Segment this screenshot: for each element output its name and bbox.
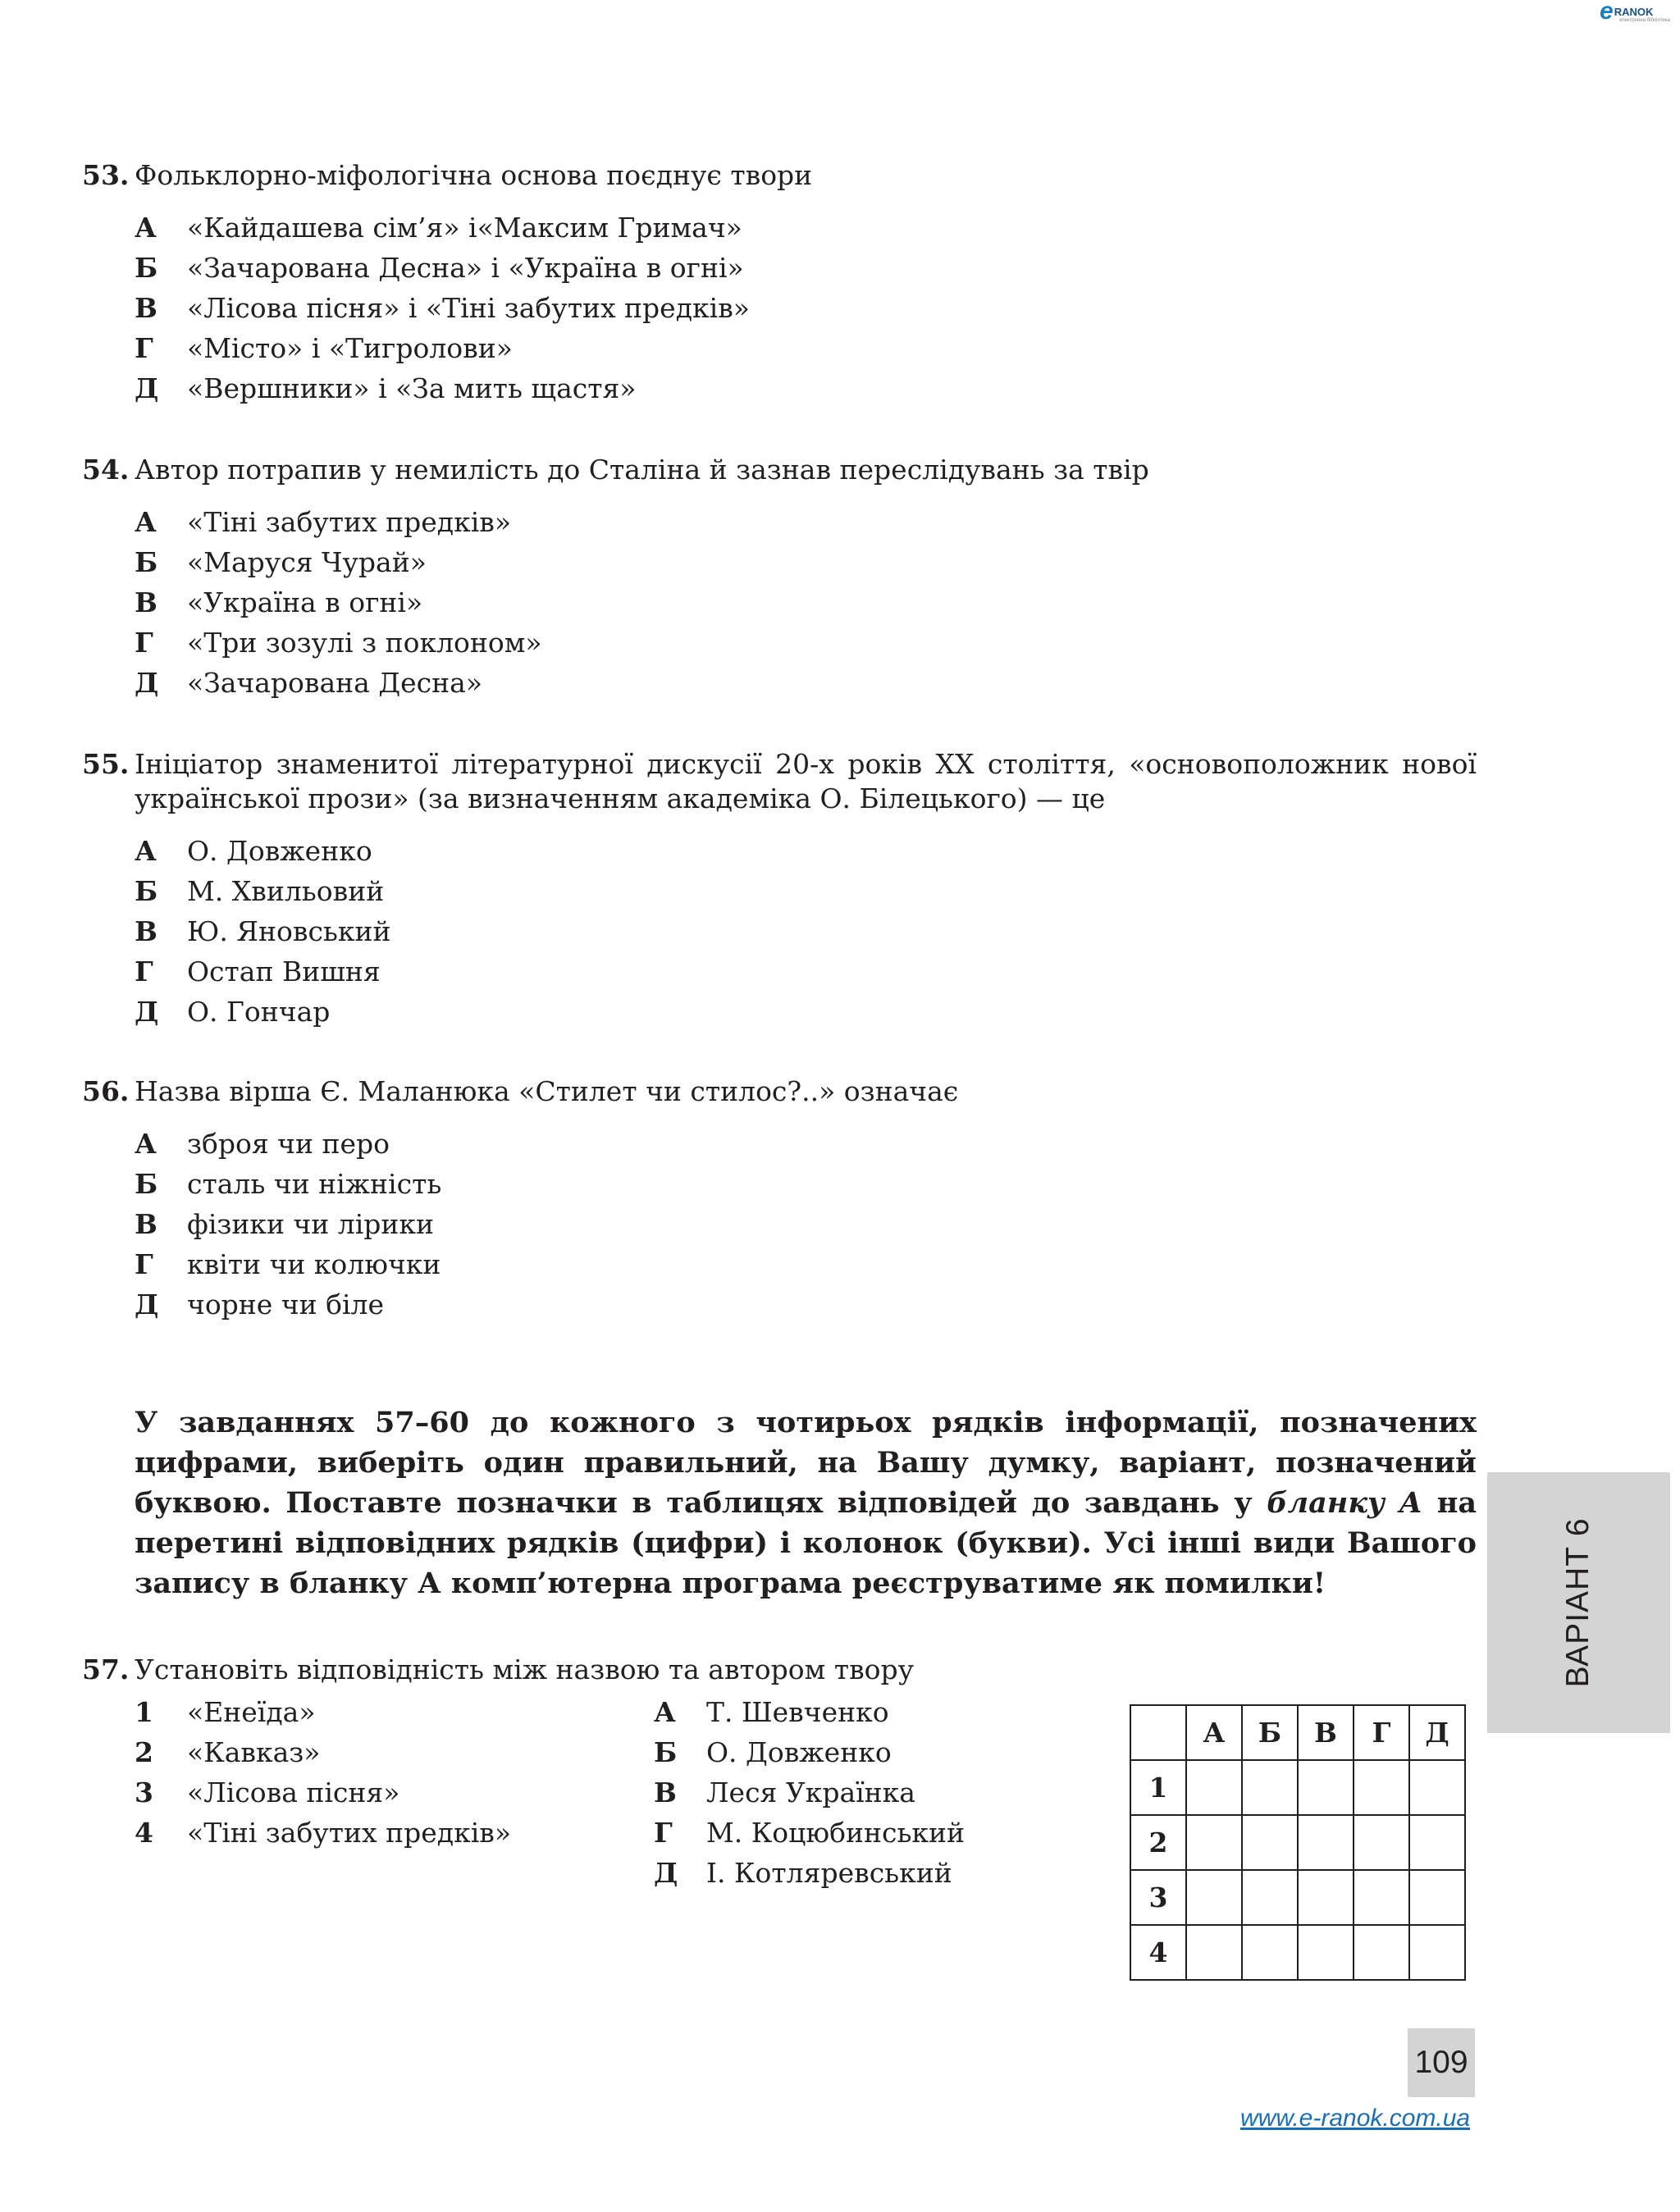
logo-tagline: електронна бібліотека — [1619, 18, 1670, 23]
grid-answer-cell[interactable] — [1354, 1815, 1409, 1870]
option — [135, 1244, 1477, 1284]
grid-answer-cell[interactable] — [1409, 1760, 1465, 1815]
option — [135, 992, 1477, 1032]
match-right-item — [654, 1732, 965, 1772]
grid-answer-cell[interactable] — [1354, 1760, 1409, 1815]
item-letter: Д — [654, 1857, 678, 1889]
question-number: 53. — [82, 159, 130, 191]
grid-answer-cell[interactable] — [1298, 1925, 1354, 1980]
option-letter: Г — [135, 627, 153, 659]
option — [135, 368, 1477, 408]
question-57 — [82, 1653, 1477, 1687]
item-letter: Б — [654, 1736, 678, 1768]
question-text: Назва вірша Є. Маланюка «Стилет чи стилос?..» означає — [135, 1075, 959, 1107]
grid-answer-cell[interactable] — [1298, 1760, 1354, 1815]
option-text: «Три зозулі з поклоном» — [187, 627, 542, 659]
item-letter: Г — [654, 1817, 673, 1849]
grid-col-header: Д — [1409, 1705, 1465, 1760]
option-text: чорне чи біле — [187, 1288, 385, 1320]
option-text: О. Довженко — [187, 835, 372, 867]
option-text: О. Гончар — [187, 996, 331, 1028]
grid-answer-cell[interactable] — [1354, 1925, 1409, 1980]
option-letter: Б — [135, 1168, 158, 1200]
item-number: 4 — [135, 1817, 153, 1849]
item-letter: В — [654, 1776, 677, 1808]
options-list — [135, 502, 1477, 703]
instruction-block — [135, 1402, 1477, 1603]
option — [135, 623, 1477, 663]
option-text: «Лісова пісня» і «Тіні забутих предків» — [187, 292, 750, 324]
item-text: «Кавказ» — [187, 1736, 321, 1768]
option — [135, 1164, 1477, 1204]
item-text: «Тіні забутих предків» — [187, 1817, 512, 1849]
option-letter: А — [135, 835, 157, 867]
option — [135, 831, 1477, 871]
item-number: 3 — [135, 1776, 153, 1808]
grid-answer-cell[interactable] — [1186, 1870, 1242, 1925]
option-text: «Кайдашева сім’я» і«Максим Гримач» — [187, 212, 742, 244]
variant-side-tab — [1487, 1472, 1670, 1733]
option-letter: Г — [135, 1248, 153, 1280]
grid-answer-cell[interactable] — [1409, 1870, 1465, 1925]
match-left-item — [135, 1692, 511, 1732]
option — [135, 1284, 1477, 1325]
option-text: квіти чи колючки — [187, 1248, 441, 1280]
grid-row — [1130, 1870, 1465, 1925]
item-letter: А — [654, 1696, 676, 1728]
instruction-text: У завданнях 57–60 до кожного з чотирьох рядків інформації, позначених цифрами, виберіть один правильний, на Вашу думку, варіант, позначений буквою. Поставте позначки в таблицях відповідей до завдань у — [135, 1406, 1477, 1520]
instruction-emphasis: бланку А — [1267, 1486, 1423, 1520]
question-number: 55. — [82, 748, 130, 780]
question-54 — [82, 453, 1477, 703]
option-text: «Маруся Чурай» — [187, 546, 427, 578]
match-right-item — [654, 1692, 965, 1732]
grid-col-header: А — [1186, 1705, 1242, 1760]
option-text: «Зачарована Десна» і «Україна в огні» — [187, 252, 744, 284]
instruction-text-end: на перетині відповідних рядків (цифри) і колонок (букви). Усі інші види Вашого запису в бланку А комп’ютерна програма реєструватиме як помилки! — [135, 1486, 1477, 1600]
grid-answer-cell[interactable] — [1186, 1760, 1242, 1815]
option — [135, 328, 1477, 368]
question-text: Ініціатор знаменитої літературної дискусії 20-х років XX століття, «основоположник нової української прози» (за визначенням академіка О. Білецького) — це — [135, 748, 1477, 814]
answer-grid — [1130, 1704, 1466, 1981]
option — [135, 1204, 1477, 1244]
option-letter: Д — [135, 1288, 159, 1320]
item-text: Леся Українка — [706, 1776, 915, 1808]
option-text: «Вершники» і «За мить щастя» — [187, 372, 637, 404]
option — [135, 502, 1477, 542]
option — [135, 1124, 1477, 1164]
match-left-item — [135, 1772, 511, 1813]
logo-e: e — [1600, 0, 1614, 25]
match-right-item — [654, 1853, 965, 1893]
question-53 — [82, 158, 1477, 408]
match-left-item — [135, 1813, 511, 1853]
option — [135, 911, 1477, 951]
match-right-item — [654, 1813, 965, 1853]
match-left-item — [135, 1732, 511, 1772]
item-text: «Енеїда» — [187, 1696, 316, 1728]
options-list — [135, 831, 1477, 1032]
option-letter: Б — [135, 546, 158, 578]
grid-answer-cell[interactable] — [1409, 1815, 1465, 1870]
grid-answer-cell[interactable] — [1298, 1870, 1354, 1925]
option-letter: Г — [135, 955, 153, 987]
grid-corner-cell — [1130, 1705, 1186, 1760]
grid-answer-cell[interactable] — [1242, 1925, 1298, 1980]
option-text: «Зачарована Десна» — [187, 667, 483, 699]
grid-row-header: 2 — [1130, 1815, 1186, 1870]
grid-answer-cell[interactable] — [1354, 1870, 1409, 1925]
option-text: сталь чи ніжність — [187, 1168, 442, 1200]
option-letter: Д — [135, 372, 159, 404]
option-letter: Д — [135, 996, 159, 1028]
grid-header-row — [1130, 1705, 1465, 1760]
item-text: М. Коцюбинський — [706, 1817, 966, 1849]
grid-answer-cell[interactable] — [1298, 1815, 1354, 1870]
option-letter: Г — [135, 332, 153, 364]
question-number: 54. — [82, 454, 130, 486]
logo-text: RANOK — [1614, 5, 1654, 18]
option-letter: А — [135, 506, 157, 538]
item-text: І. Котляревський — [706, 1857, 952, 1889]
option — [135, 208, 1477, 248]
option-text: «Тіні забутих предків» — [187, 506, 512, 538]
option-text: зброя чи перо — [187, 1128, 390, 1160]
options-list — [135, 208, 1477, 408]
grid-row — [1130, 1925, 1465, 1980]
option — [135, 542, 1477, 582]
item-number: 1 — [135, 1696, 153, 1728]
question-text: Автор потрапив у немилість до Сталіна й зазнав переслідувань за твір — [135, 454, 1149, 486]
option-letter: В — [135, 915, 158, 947]
grid-row-header: 4 — [1130, 1925, 1186, 1980]
item-text: Т. Шевченко — [706, 1696, 889, 1728]
question-text: Фольклорно-міфологічна основа поєднує твори — [135, 159, 813, 191]
question-number: 57. — [82, 1653, 130, 1685]
grid-answer-cell[interactable] — [1242, 1870, 1298, 1925]
grid-answer-cell[interactable] — [1242, 1760, 1298, 1815]
option — [135, 871, 1477, 911]
option — [135, 288, 1477, 328]
grid-col-header: Г — [1354, 1705, 1409, 1760]
grid-answer-cell[interactable] — [1409, 1925, 1465, 1980]
page-number: 109 — [1408, 2028, 1475, 2097]
grid-answer-cell[interactable] — [1242, 1815, 1298, 1870]
option — [135, 951, 1477, 992]
grid-row-header: 1 — [1130, 1760, 1186, 1815]
grid-row — [1130, 1760, 1465, 1815]
option-letter: Б — [135, 875, 158, 907]
option — [135, 248, 1477, 288]
option-letter: А — [135, 212, 157, 244]
option — [135, 582, 1477, 623]
question-number: 56. — [82, 1075, 130, 1107]
match-right-item — [654, 1772, 965, 1813]
grid-answer-cell[interactable] — [1186, 1925, 1242, 1980]
match-right-column — [654, 1692, 965, 1893]
match-left-column — [135, 1692, 511, 1853]
option-text: «Місто» і «Тигролови» — [187, 332, 513, 364]
option-letter: А — [135, 1128, 157, 1160]
question-55 — [82, 747, 1477, 1032]
option-letter: В — [135, 292, 158, 324]
variant-label: ВАРІАНТ 6 — [1560, 1517, 1596, 1688]
option-text: М. Хвильовий — [187, 875, 385, 907]
option — [135, 663, 1477, 703]
option-letter: Д — [135, 667, 159, 699]
question-text: Установіть відповідність між назвою та автором твору — [135, 1653, 915, 1685]
item-text: О. Довженко — [706, 1736, 892, 1768]
options-list — [135, 1124, 1477, 1325]
option-text: «Україна в огні» — [187, 586, 423, 618]
grid-answer-cell[interactable] — [1186, 1815, 1242, 1870]
option-letter: В — [135, 586, 158, 618]
item-number: 2 — [135, 1736, 153, 1768]
publisher-logo — [1600, 0, 1670, 25]
option-text: фізики чи лірики — [187, 1208, 435, 1240]
option-letter: Б — [135, 252, 158, 284]
grid-row — [1130, 1815, 1465, 1870]
option-letter: В — [135, 1208, 158, 1240]
grid-col-header: В — [1298, 1705, 1354, 1760]
website-link[interactable]: www.e-ranok.com.ua — [1240, 2105, 1471, 2132]
question-56 — [82, 1074, 1477, 1325]
option-text: Остап Вишня — [187, 955, 381, 987]
option-text: Ю. Яновський — [187, 915, 391, 947]
item-text: «Лісова пісня» — [187, 1776, 400, 1808]
grid-row-header: 3 — [1130, 1870, 1186, 1925]
grid-col-header: Б — [1242, 1705, 1298, 1760]
